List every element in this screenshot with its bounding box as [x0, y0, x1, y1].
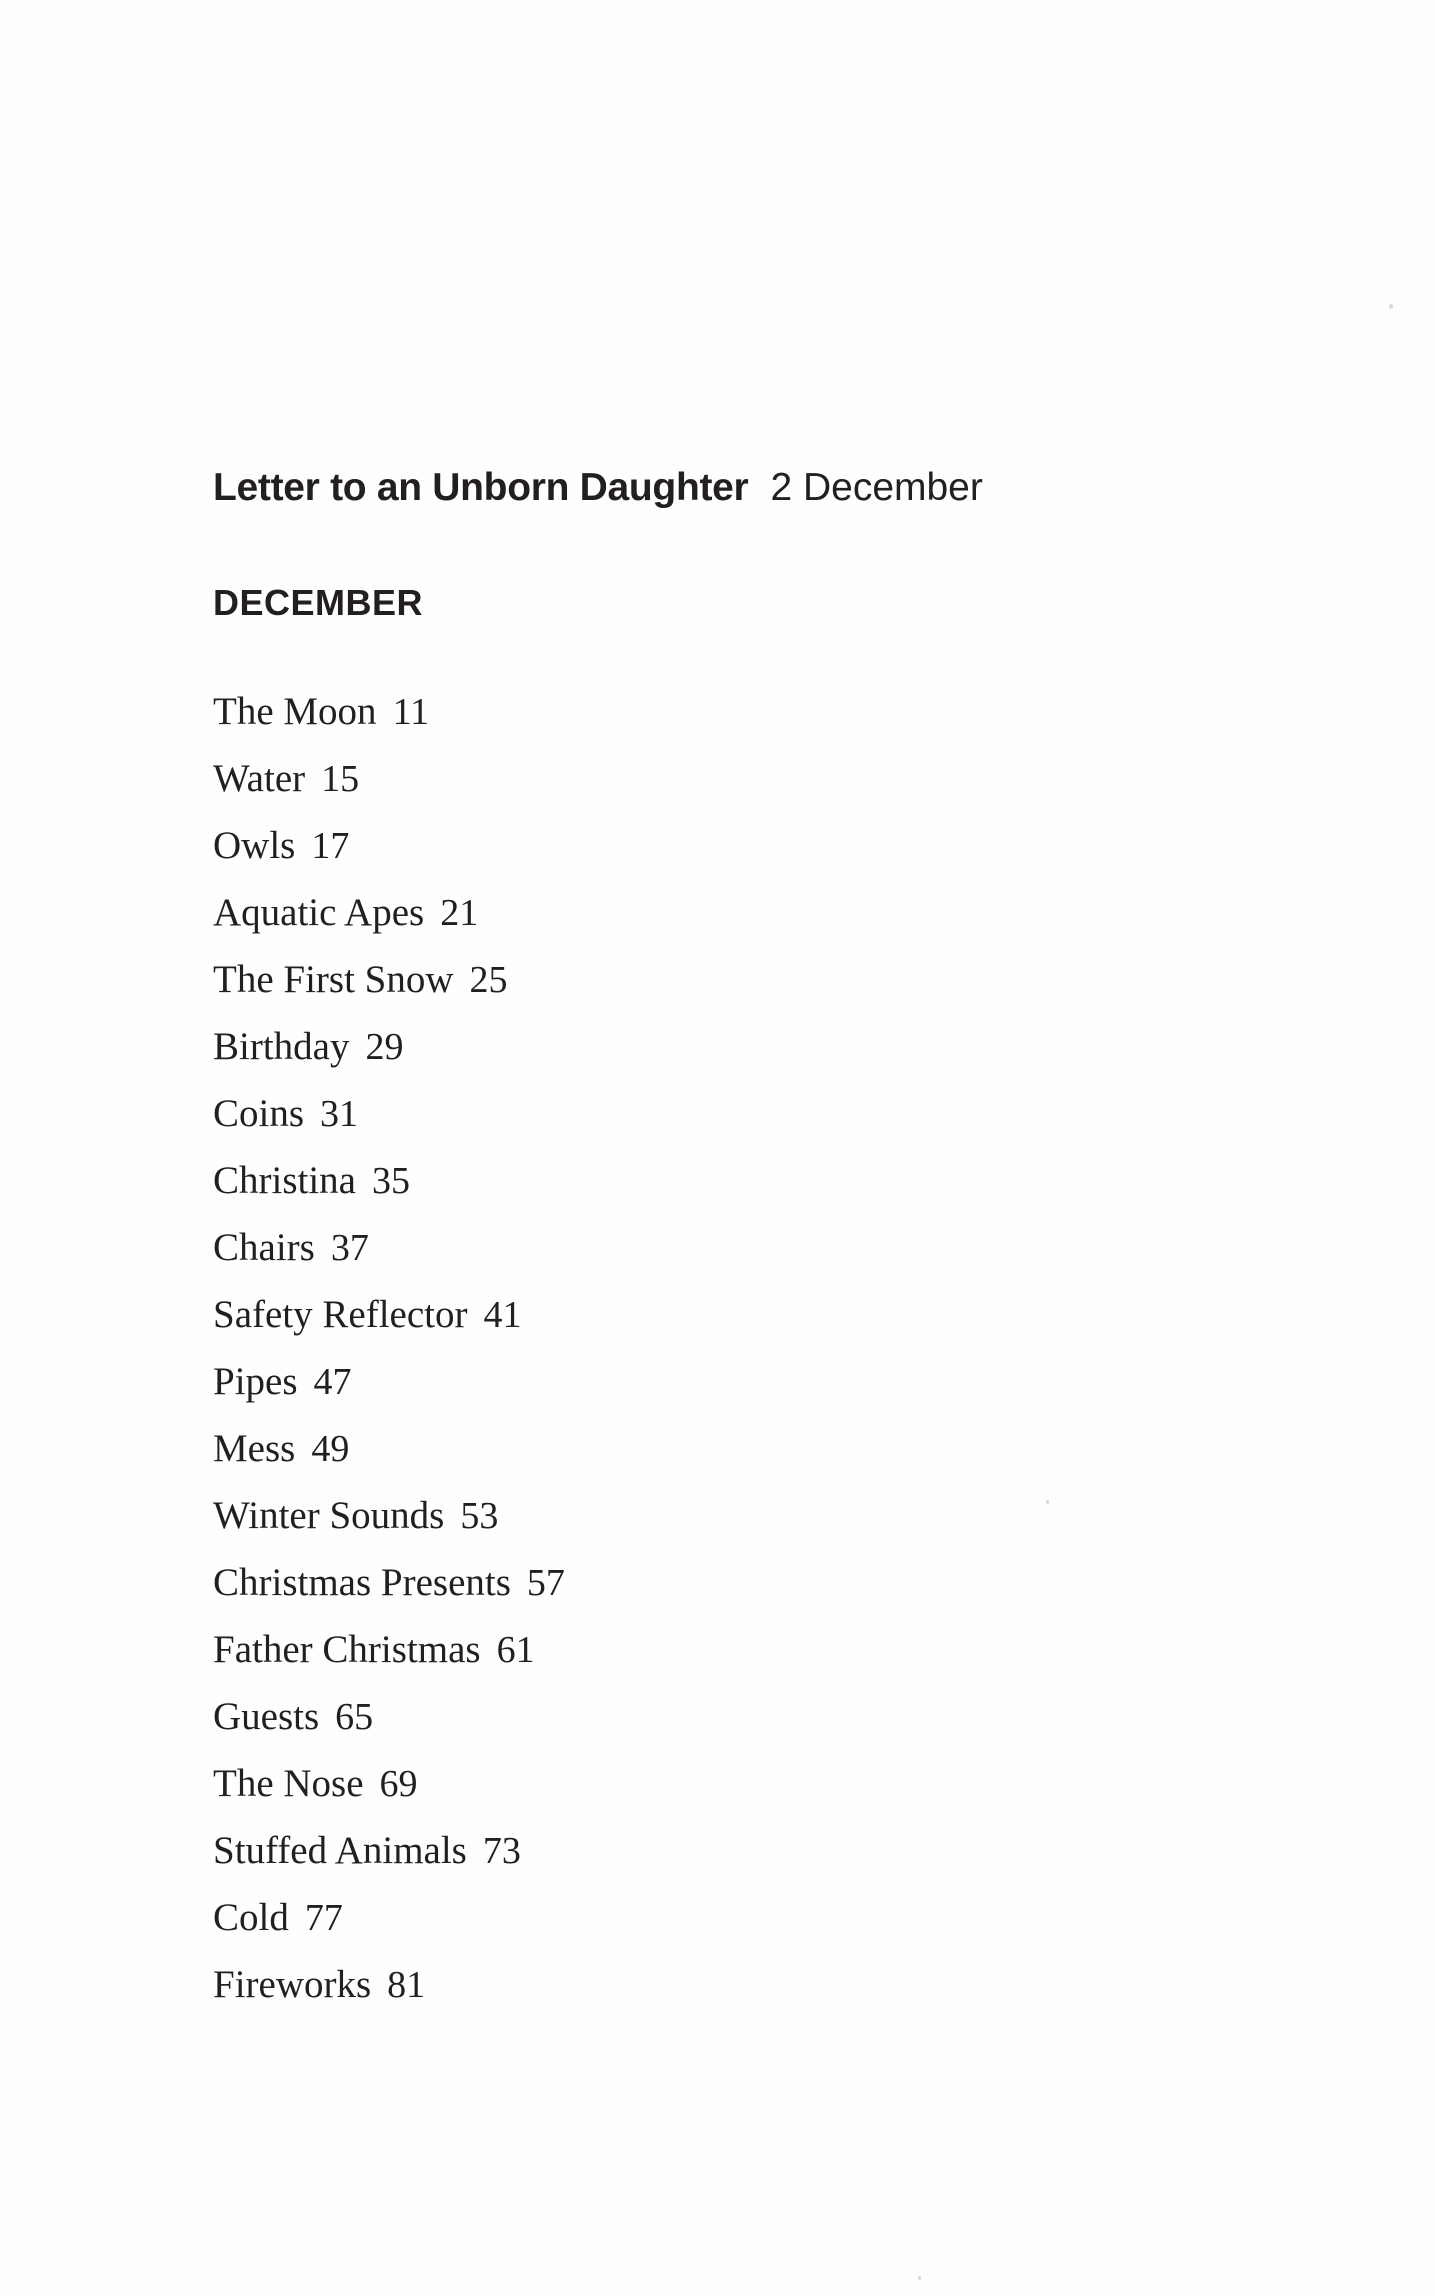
scan-speck	[1389, 304, 1393, 309]
entry-page-number: 41	[483, 1294, 522, 1336]
entry-page-number: 37	[330, 1227, 369, 1269]
entry-title: Fireworks	[213, 1963, 372, 2006]
entry-page-number: 17	[311, 825, 350, 867]
toc-entry	[213, 1827, 565, 1894]
toc-entry	[213, 1224, 565, 1291]
entry-page-number: 35	[372, 1160, 410, 1202]
entry-title: Mess	[213, 1427, 296, 1470]
toc-entry	[213, 1425, 565, 1492]
entry-title: Owls	[213, 824, 296, 867]
toc-entry	[213, 889, 565, 956]
toc-entry-list	[213, 688, 565, 2028]
entry-title: Christina	[213, 1159, 356, 1202]
entry-title: Chairs	[213, 1226, 315, 1269]
entry-title: Cold	[213, 1896, 289, 1939]
entry-page-number: 77	[304, 1897, 343, 1939]
entry-page-number: 11	[392, 691, 430, 733]
entry-title: Winter Sounds	[213, 1494, 445, 1537]
entry-page-number: 25	[469, 959, 508, 1001]
letter-page-ref: 2 December	[770, 466, 983, 509]
toc-entry	[213, 755, 565, 822]
entry-page-number: 29	[365, 1026, 404, 1068]
entry-title: Aquatic Apes	[213, 891, 425, 934]
entry-page-number: 47	[313, 1361, 352, 1403]
toc-entry	[213, 1760, 565, 1827]
entry-page-number: 65	[335, 1696, 374, 1738]
entry-page-number: 53	[460, 1495, 499, 1537]
toc-entry	[213, 1023, 565, 1090]
toc-entry	[213, 956, 565, 1023]
entry-title: Safety Reflector	[213, 1293, 468, 1336]
toc-entry	[213, 1894, 565, 1961]
entry-title: The Nose	[213, 1762, 364, 1805]
toc-entry	[213, 822, 565, 889]
entry-title: Water	[213, 757, 306, 800]
entry-title: Pipes	[213, 1360, 298, 1403]
toc-entry	[213, 1559, 565, 1626]
toc-header-entry	[213, 468, 983, 507]
scan-speck	[1046, 1500, 1049, 1504]
entry-title: Christmas Presents	[213, 1561, 511, 1604]
entry-page-number: 49	[311, 1428, 350, 1470]
scan-speck	[918, 2276, 921, 2280]
entry-page-number: 69	[379, 1763, 418, 1805]
entry-title: The First Snow	[213, 958, 454, 1001]
toc-entry	[213, 1492, 565, 1559]
section-heading: DECEMBER	[213, 582, 424, 623]
entry-title: The Moon	[213, 690, 377, 733]
letter-title: Letter to an Unborn Daughter	[213, 466, 749, 509]
entry-page-number: 73	[482, 1830, 521, 1872]
toc-entry	[213, 1626, 565, 1693]
entry-page-number: 15	[321, 758, 360, 800]
entry-title: Stuffed Animals	[213, 1829, 467, 1872]
toc-entry	[213, 1090, 565, 1157]
entry-page-number: 61	[496, 1629, 535, 1671]
toc-entry	[213, 1291, 565, 1358]
toc-entry	[213, 688, 565, 755]
toc-entry	[213, 1693, 565, 1760]
entry-page-number: 21	[440, 892, 479, 934]
entry-title: Coins	[213, 1092, 305, 1135]
toc-entry	[213, 1961, 565, 2028]
entry-page-number: 81	[387, 1964, 426, 2006]
toc-entry	[213, 1358, 565, 1425]
entry-title: Guests	[213, 1695, 320, 1738]
entry-page-number: 31	[320, 1093, 359, 1135]
entry-page-number: 57	[526, 1562, 565, 1604]
toc-entry	[213, 1157, 565, 1224]
entry-title: Father Christmas	[213, 1628, 481, 1671]
entry-title: Birthday	[213, 1025, 350, 1068]
